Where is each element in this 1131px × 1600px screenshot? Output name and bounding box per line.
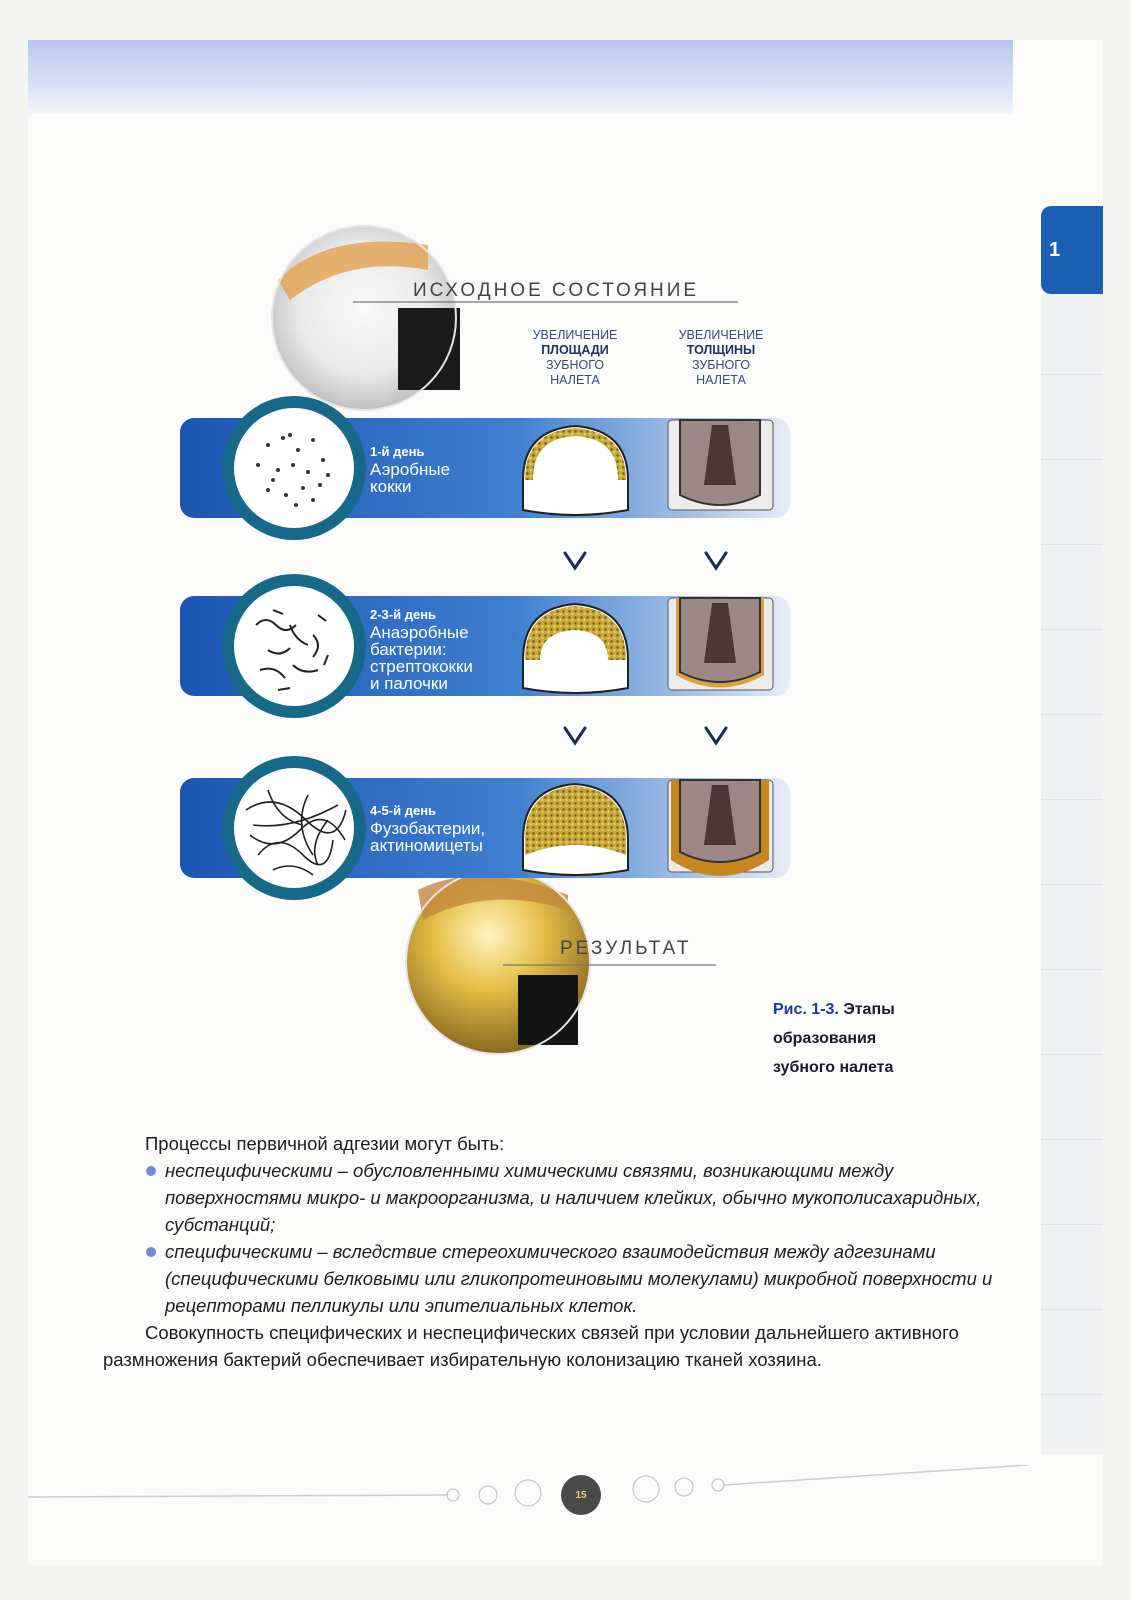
thickness-tooth-1: [668, 420, 773, 510]
stage-2-microscopy: [228, 580, 360, 712]
page: [28, 40, 1103, 1565]
area-column-header: УВЕЛИЧЕНИЕ ПЛОЩАДИ ЗУБНОГО НАЛЕТА: [532, 328, 618, 387]
arrow-down-icon: [565, 728, 585, 743]
stage-3-text: 4-5-й день Фузобактерии, актиномицеты: [370, 803, 486, 855]
stage-1-microscopy: [228, 402, 360, 534]
thickness-tooth-2: [668, 598, 773, 690]
stage-2-text: 2-3-й день Анаэробные бактерии: стрептококки и палочки: [370, 607, 473, 693]
bullet-dot-icon: [146, 1166, 156, 1176]
arrow-down-icon: [706, 553, 726, 568]
summary-paragraph: Совокупность специфических и неспецифических связей при условии дальнейшего активного размножения бактерий обеспечивает избирательную колонизацию тканей хозяина.: [103, 1322, 959, 1370]
bullet-item: неспецифическими – обусловленными химическими связями, возникающими между поверхностями микро- и макроорганизма, и наличием клейких, обычно мукополисахаридных, субстанций;: [103, 1157, 1018, 1238]
stage-3-microscopy: [228, 762, 360, 894]
initial-state-photo: [272, 226, 460, 410]
page-number: 15: [561, 1475, 601, 1515]
figure-caption: Рис. 1-3. Этапы образования зубного налета: [773, 1001, 895, 1076]
plaque-formation-figure: [28, 40, 1103, 1140]
arrow-down-icon: [565, 553, 585, 568]
thickness-column-header: УВЕЛИЧЕНИЕ ТОЛЩИНЫ ЗУБНОГО НАЛЕТА: [678, 328, 764, 387]
chapter-tab[interactable]: 1: [1041, 206, 1103, 294]
footer-decoration: [28, 1465, 1028, 1525]
bullet-dot-icon: [146, 1247, 156, 1257]
arrow-down-icon: [706, 728, 726, 743]
initial-state-label: ИСХОДНОЕ СОСТОЯНИЕ: [413, 280, 700, 301]
intro-line: Процессы первичной адгезии могут быть:: [145, 1133, 505, 1154]
bullet-item: специфическими – вследствие стереохимического взаимодействия между адгезинами (специфическими белковыми или гликопротеиновыми молекулами) микробной поверхности и рецепторами пелликулы или эпителиальных клеток.: [103, 1238, 1018, 1319]
result-photo: [406, 870, 590, 1054]
result-label: РЕЗУЛЬТАТ: [560, 938, 692, 959]
thickness-tooth-3: [668, 780, 773, 876]
body-text: [103, 1130, 1018, 1373]
area-tooth-1: [523, 426, 628, 515]
area-tooth-3: [523, 784, 628, 875]
stage-1-text: 1-й день Аэробные кокки: [370, 444, 451, 496]
area-tooth-2: [523, 604, 628, 693]
